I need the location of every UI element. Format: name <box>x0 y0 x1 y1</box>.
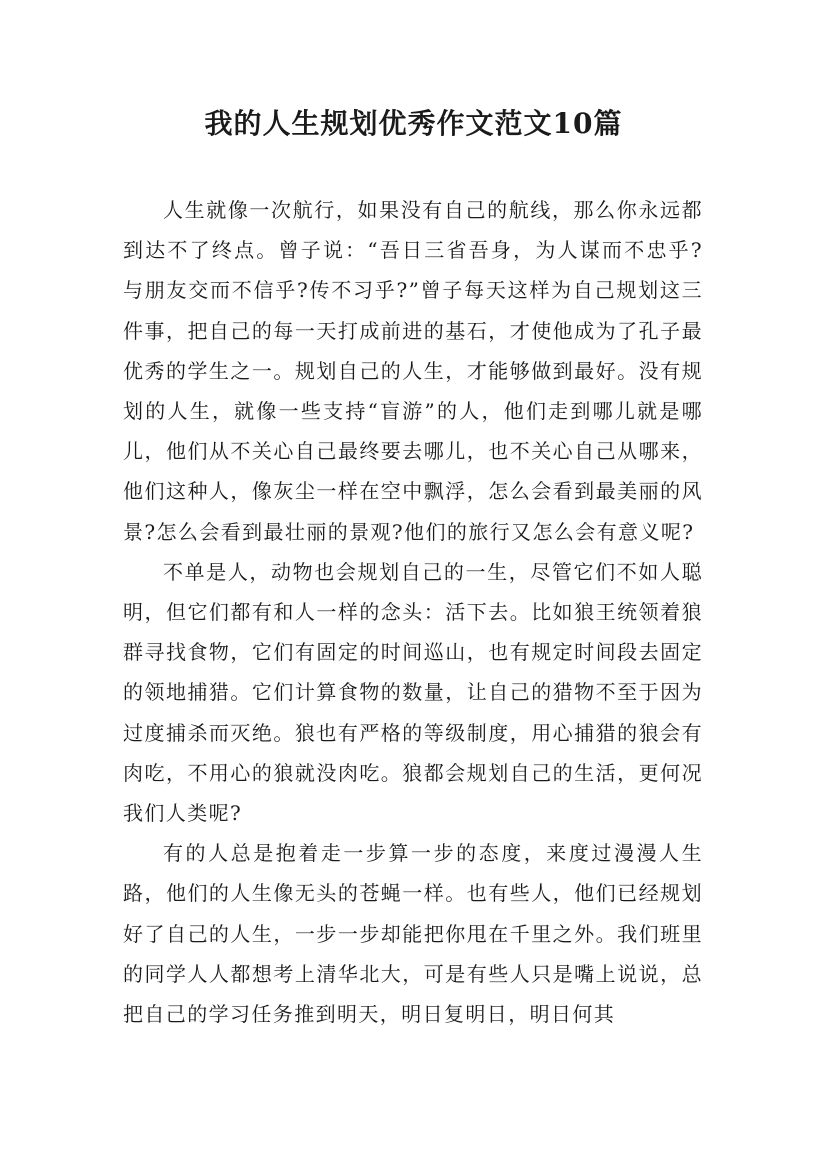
paragraph-1: 人生就像一次航行，如果没有自己的航线，那么你永远都到达不了终点。曾子说：“吾日三省吾身，为人谋而不忠乎?与朋友交而不信乎?传不习乎?”曾子每天这样为自己规划这三件事，把自己的每一天打成前进的基石，才使他成为了孔子最优秀的学生之一。规划自己的人生，才能够做到最好。没有规划的人生，就像一些支持“盲游”的人，他们走到哪儿就是哪儿，他们从不关心自己最终要去哪儿，也不关心自己从哪来，他们这种人，像灰尘一样在空中飘浮，怎么会看到最美丽的风景?怎么会看到最壮丽的景观?他们的旅行又怎么会有意义呢? <box>123 198 703 544</box>
document-body <box>123 190 703 1034</box>
paragraph-3: 有的人总是抱着走一步算一步的态度，来度过漫漫人生路，他们的人生像无头的苍蝇一样。也有些人，他们已经规划好了自己的人生，一步一步却能把你甩在千里之外。我们班里的同学人人都想考上清华北大，可是有些人只是嘴上说说，总把自己的学习任务推到明天，明日复明日，明日何其 <box>123 841 703 1027</box>
paragraph-2: 不单是人，动物也会规划自己的一生，尽管它们不如人聪明，但它们都有和人一样的念头：活下去。比如狼王统领着狼群寻找食物，它们有固定的时间巡山，也有规定时间段去固定的领地捕猎。它们计算食物的数量，让自己的猎物不至于因为过度捕杀而灭绝。狼也有严格的等级制度，用心捕猎的狼会有肉吃，不用心的狼就没肉吃。狼都会规划自己的生活，更何况我们人类呢? <box>123 559 703 826</box>
document-title: 我的人生规划优秀作文范文10篇 <box>204 107 623 140</box>
